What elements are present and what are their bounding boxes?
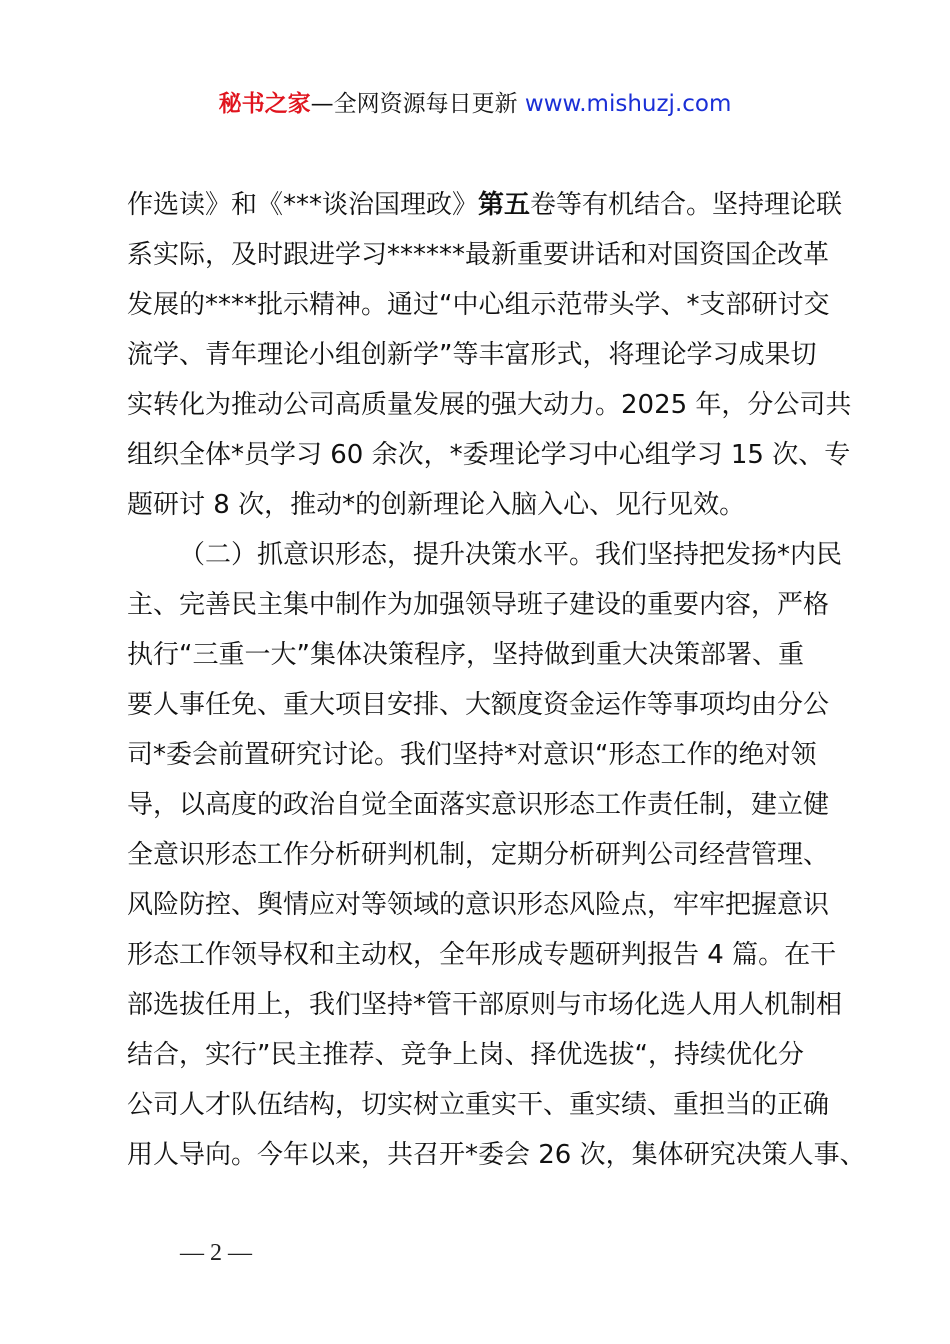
text-line: 题研讨 8 次，推动*的创新理论入脑入心、见行见效。 [127,490,746,520]
page-number: — 2 — [180,1240,252,1266]
bold-volume-text: 第五 [478,190,531,220]
site-watermark-header [0,88,950,120]
text-line: 全意识形态工作分析研判机制，定期分析研判公司经营管理、 [127,840,830,870]
text-line: 导，以高度的政治自觉全面落实意识形态工作责任制，建立健 [127,790,830,820]
text-line: 作选读》和《***谈治国理政》第五卷等有机结合。坚持理论联 [127,190,843,220]
watermark-url[interactable]: www.mishuzj.com [524,91,732,117]
text-line: 公司人才队伍结构，切实树立重实干、重实绩、重担当的正确 [127,1090,830,1120]
text-line: 形态工作领导权和主动权，全年形成专题研判报告 4 篇。在干 [127,940,837,970]
text-line: 部选拔任用上，我们坚持*管干部原则与市场化选人用人机制相 [127,990,843,1020]
text-line: 系实际，及时跟进学习******最新重要讲话和对国资国企改革 [127,240,830,270]
text-line: 风险防控、舆情应对等领域的意识形态风险点，牢牢把握意识 [127,890,830,920]
watermark-brand: 秘书之家 [218,91,311,117]
text-line: 要人事任免、重大项目安排、大额度资金运作等事项均由分公 [127,690,830,720]
section-heading-line: （二）抓意识形态，提升决策水平。我们坚持把发扬*内民 [179,540,843,570]
document-body [127,180,866,1180]
text-line: 执行“三重一大”集体决策程序，坚持做到重大决策部署、重 [127,640,804,670]
text-line: 结合，实行”民主推荐、竞争上岗、择优选拔“，持续优化分 [127,1040,804,1070]
text-line: 实转化为推动公司高质量发展的强大动力。2025 年，分公司共 [127,390,852,420]
watermark-tagline: —全网资源每日更新 [310,91,518,117]
text-line: 主、完善民主集中制作为加强领导班子建设的重要内容，严格 [127,590,830,620]
text-line: 司*委会前置研究讨论。我们坚持*对意识“形态工作的绝对领 [127,740,817,770]
text-line: 发展的****批示精神。通过“中心组示范带头学、*支部研讨交 [127,290,830,320]
text-line: 用人导向。今年以来，共召开*委会 26 次，集体研究决策人事、 [127,1140,866,1170]
text-line: 组织全体*员学习 60 余次，*委理论学习中心组学习 15 次、专 [127,440,851,470]
text-line: 流学、青年理论小组创新学”等丰富形式，将理论学习成果切 [127,340,817,370]
